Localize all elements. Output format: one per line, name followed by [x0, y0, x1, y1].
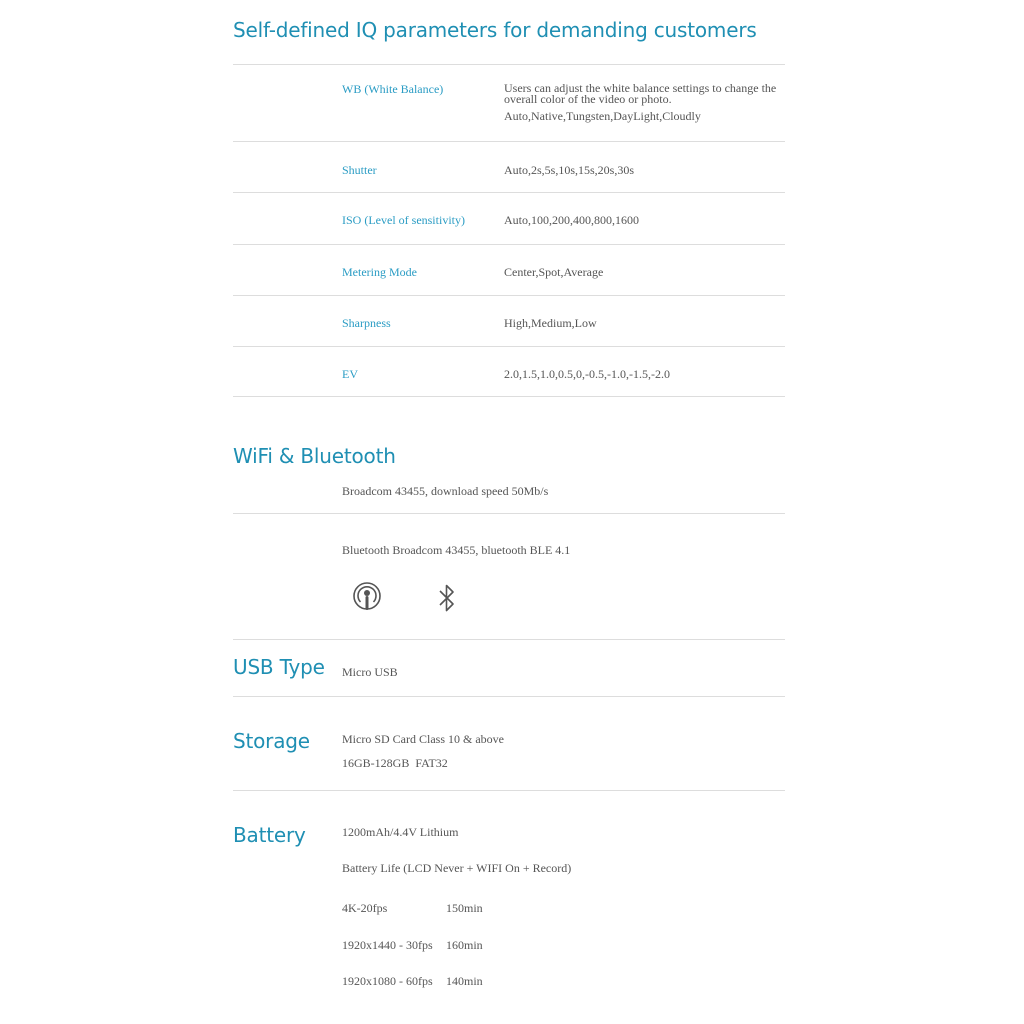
battery-life-heading: Battery Life (LCD Never + WIFI On + Record)	[342, 861, 572, 875]
storage-line-2: 16GB-128GB FAT32	[342, 756, 448, 770]
iq-label-wb: WB (White Balance)	[342, 82, 444, 96]
battery-section-title: Battery	[233, 823, 306, 847]
iq-label-sharpness: Sharpness	[342, 316, 391, 330]
divider	[233, 696, 785, 697]
iq-value-sharpness: High,Medium,Low	[504, 316, 597, 330]
wifi-text: Broadcom 43455, download speed 50Mb/s	[342, 484, 549, 498]
battery-capacity: 1200mAh/4.4V Lithium	[342, 825, 459, 839]
battery-mode: 1920x1440 - 30fps	[342, 938, 433, 952]
divider	[233, 790, 785, 791]
divider	[233, 346, 785, 347]
usb-section-title: USB Type	[233, 655, 325, 679]
iq-label-iso: ISO (Level of sensitivity)	[342, 213, 465, 227]
iq-value-iso: Auto,100,200,400,800,1600	[504, 213, 639, 227]
battery-mode: 4K-20fps	[342, 901, 388, 915]
divider	[233, 295, 785, 296]
divider	[233, 141, 785, 142]
battery-time: 160min	[446, 938, 483, 952]
iq-value-ev: 2.0,1.5,1.0,0.5,0,-0.5,-1.0,-1.5,-2.0	[504, 367, 670, 381]
iq-value-shutter: Auto,2s,5s,10s,15s,20s,30s	[504, 163, 635, 177]
iq-label-metering: Metering Mode	[342, 265, 417, 279]
battery-mode: 1920x1080 - 60fps	[342, 974, 433, 988]
battery-time: 140min	[446, 974, 483, 988]
divider	[233, 639, 785, 640]
divider	[233, 513, 785, 514]
iq-label-shutter: Shutter	[342, 163, 377, 177]
divider	[233, 192, 785, 193]
wifi-section-title: WiFi & Bluetooth	[233, 444, 396, 468]
storage-line-1: Micro SD Card Class 10 & above	[342, 732, 504, 746]
iq-label-ev: EV	[342, 367, 358, 381]
iq-value-wb: Auto,Native,Tungsten,DayLight,Cloudly	[504, 109, 701, 123]
storage-section-title: Storage	[233, 729, 310, 753]
iq-desc-wb: Users can adjust the white balance settings to change the overall color of the video or photo.	[504, 81, 777, 106]
battery-time: 150min	[446, 901, 483, 915]
divider	[233, 64, 785, 65]
divider	[233, 244, 785, 245]
bluetooth-text: Bluetooth Broadcom 43455, bluetooth BLE 4.1	[342, 543, 571, 557]
usb-value: Micro USB	[342, 665, 398, 679]
divider	[233, 396, 785, 397]
iq-value-metering: Center,Spot,Average	[504, 265, 604, 279]
wifi-broadcast-icon	[351, 580, 383, 614]
iq-section-title: Self-defined IQ parameters for demanding customers	[233, 18, 757, 42]
bluetooth-icon	[436, 582, 458, 614]
